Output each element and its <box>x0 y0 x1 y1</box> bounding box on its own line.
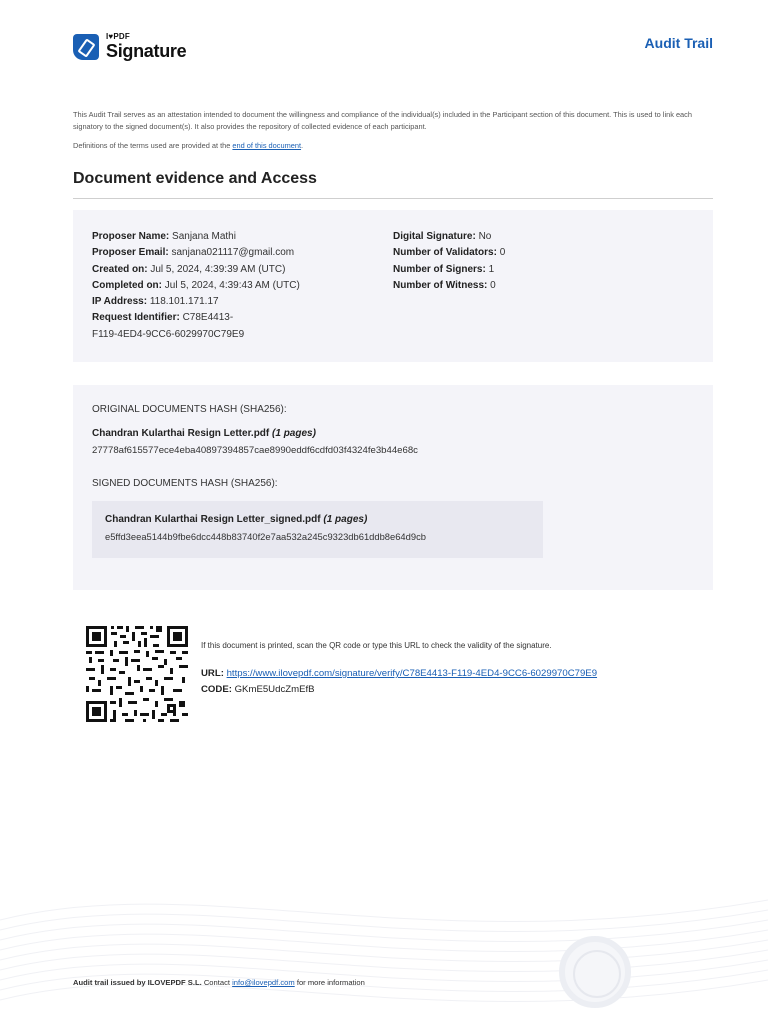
witness-row: Number of Witness: 0 <box>393 279 496 291</box>
definitions-note: Definitions of the terms used are provided at the end of this document. <box>73 141 304 150</box>
document-info-panel <box>73 210 713 362</box>
signed-hash-heading: SIGNED DOCUMENTS HASH (SHA256): <box>92 478 278 489</box>
verification-qr-code-icon <box>84 624 190 724</box>
verify-url-row: URL: https://www.ilovepdf.com/signature/verify/C78E4413-F119-4ED4-9CC6-6029970C79E9 <box>201 668 598 679</box>
original-hash-value: 27778af615577ece4eba40897394857cae8990eddf6cdfd03f4324fe3b44e68c <box>92 445 418 456</box>
ip-address-row: IP Address: 118.101.171.17 <box>92 296 219 308</box>
logo-product: Signature <box>106 41 187 61</box>
request-identifier-row: Request Identifier: C78E4413- F119-4ED4-9CC6-6029970C79E9 <box>92 312 245 340</box>
definitions-link[interactable]: end of this document <box>232 141 302 150</box>
qr-instructions: If this document is printed, scan the QR code or type this URL to check the validity of the signature. <box>201 641 552 650</box>
document-hashes-panel <box>73 385 713 590</box>
proposer-email-row: Proposer Email: sanjana021117@gmail.com <box>92 247 295 259</box>
page-title: Audit Trail <box>644 35 713 51</box>
signed-file-name: Chandran Kularthai Resign Letter_signed.pdf (1 pages) <box>105 514 368 525</box>
original-hash-heading: ORIGINAL DOCUMENTS HASH (SHA256): <box>92 404 287 415</box>
verify-url-link[interactable]: https://www.ilovepdf.com/signature/verify/C78E4413-F119-4ED4-9CC6-6029970C79E9 <box>226 668 598 679</box>
proposer-name-row: Proposer Name: Sanjana Mathi <box>92 231 236 242</box>
validators-row: Number of Validators: 0 <box>393 247 506 259</box>
logo-brand: I♥PDF <box>106 32 130 41</box>
digital-signature-row: Digital Signature: No <box>393 231 492 242</box>
section-divider <box>73 198 713 199</box>
intro-paragraph: This Audit Trail serves as an attestation intended to document the willingness and compliance of the individual(s) included in the Participant section of this document. This is used to link each signatory to the signed document(s). It also provides the repository of collected evidence of each participant. <box>73 110 692 131</box>
signed-document-card <box>92 501 543 558</box>
footer-note: Audit trail issued by ILOVEPDF S.L. Contact info@ilovepdf.com for more information <box>73 978 365 987</box>
created-row: Created on: Jul 5, 2024, 4:39:39 AM (UTC) <box>92 263 286 275</box>
signed-hash-value: e5ffd3eea5144b9fbe6dcc448b83740f2e7aa532a245c9323db61ddb8e64d9cb <box>105 531 426 542</box>
original-file-name: Chandran Kularthai Resign Letter.pdf (1 pages) <box>92 428 316 439</box>
completed-row: Completed on: Jul 5, 2024, 4:39:43 AM (UTC) <box>92 279 300 291</box>
contact-email-link[interactable]: info@ilovepdf.com <box>232 978 295 987</box>
signers-row: Number of Signers: 1 <box>393 263 495 275</box>
section-title: Document evidence and Access <box>73 170 317 187</box>
signature-pen-icon <box>73 34 99 60</box>
verify-code-value: GKmE5UdcZmEfB <box>234 684 315 695</box>
info-right-column <box>393 229 693 294</box>
certificate-seal-icon <box>559 936 631 1008</box>
ilovepdf-signature-logo <box>73 33 186 60</box>
footer-wave-pattern <box>0 860 768 1024</box>
verify-code-row: CODE: GKmE5UdcZmEfB <box>201 684 315 695</box>
info-left-column <box>92 229 322 343</box>
